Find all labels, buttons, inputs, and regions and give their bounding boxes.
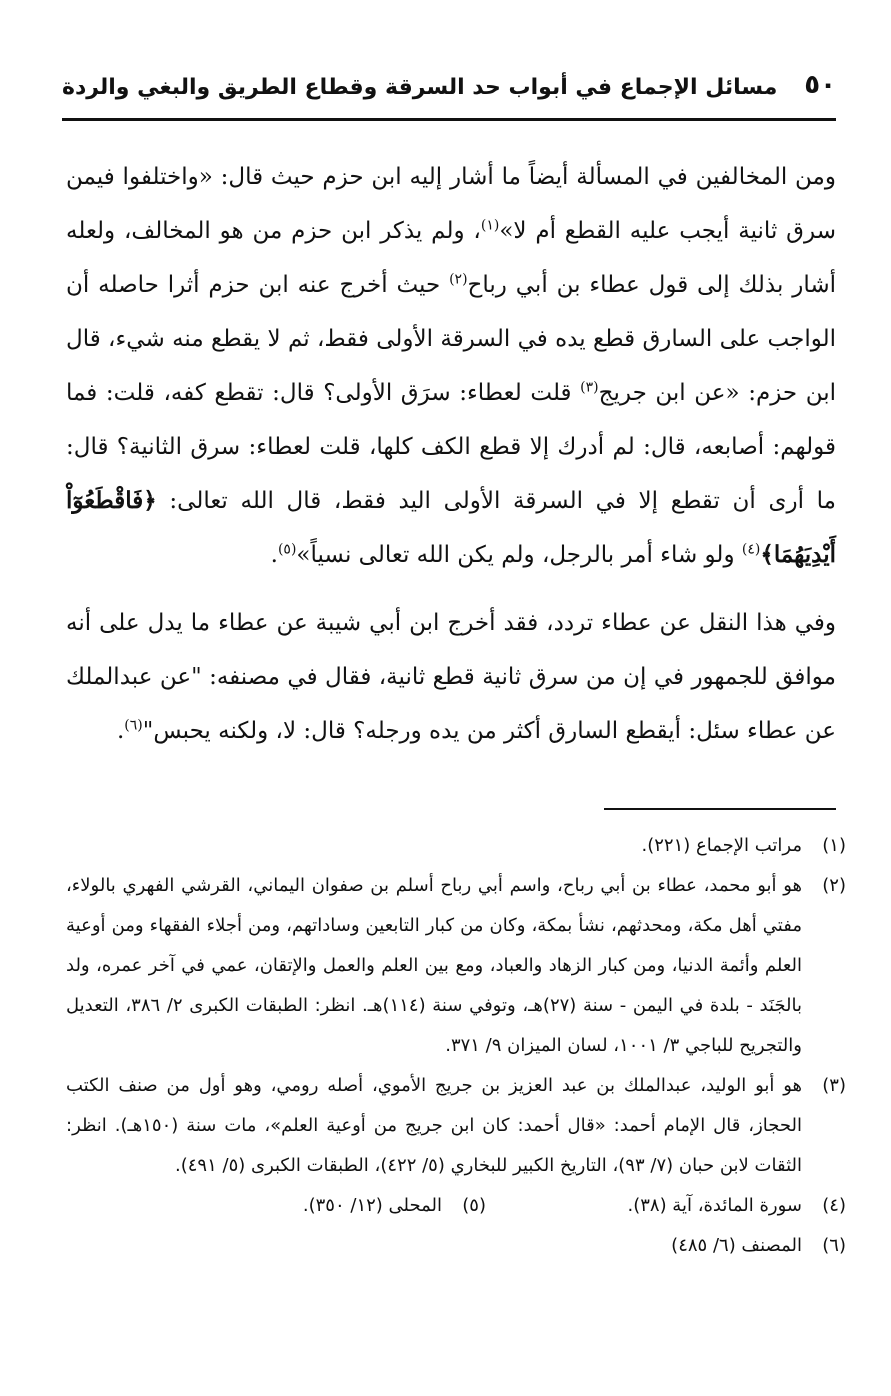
footnote-ref-3: (٣) — [580, 379, 599, 396]
paragraph-1 — [66, 150, 836, 582]
footnote-text: سورة المائدة، آية (٣٨). — [627, 1195, 802, 1216]
footnote-ref-5: (٥) — [277, 541, 297, 558]
footnote-ref-1: (١) — [480, 217, 500, 234]
header-divider — [62, 118, 836, 121]
paragraph-1-part-b: ، ولم يذكر ابن حزم من هو المخالف، ولعله أشار بذلك إلى قول عطاء بن أبي رباح — [66, 218, 836, 298]
page-number: ٥٠ — [804, 70, 836, 100]
footnotes — [66, 826, 846, 1266]
footnote-4 — [486, 1186, 846, 1226]
footnote-divider — [604, 808, 836, 810]
footnote-number: (٥) — [462, 1195, 486, 1216]
paragraph-1-part-e: ولو شاء أمر بالرجل، ولم يكن الله تعالى نسياً» — [296, 542, 742, 568]
paragraph-2-part-b: . — [116, 718, 125, 744]
paragraph-1-part-a: ومن المخالفين في المسألة أيضاً ما أشار إليه ابن حزم حيث قال: «واختلفوا فيمن سرق ثانية أيجب عليه القطع أم لا» — [66, 164, 836, 244]
paragraph-1-part-f: . — [270, 542, 278, 568]
footnote-number: (٦) — [822, 1235, 846, 1256]
paragraph-1-part-c: حيث أخرج عنه ابن حزم أثرا حاصله أن الواجب على السارق قطع يده في السرقة الأولى فقط، ثم لا يقطع منه شيء، قال ابن حزم: «عن ابن جريج — [66, 272, 837, 406]
footnote-number: (٤) — [822, 1195, 846, 1216]
paragraph-1-part-d: قلت لعطاء: سرَق الأولى؟ قال: تقطع كفه، قلت: فما قولهم: أصابعه، قال: لم أدرك إلا قطع الكف كلها، قلت لعطاء: سرق الثانية؟ قال: ما أرى أن تقطع إلا في السرقة الأولى اليد فقط، قال الله تعالى: — [66, 380, 836, 514]
footnote-ref-6: (٦) — [124, 717, 143, 734]
paragraph-2-part-a: وفي هذا النقل عن عطاء تردد، فقد أخرج ابن أبي شيبة عن عطاء ما يدل على أنه موافق للجمهور في إن من سرق ثانية قطع ثانية، فقال في مصنفه: "عن عبدالملك عن عطاء سئل: أيقطع السارق أكثر من يده ورجله؟ قال: لا، ولكنه يحبس" — [66, 610, 836, 744]
page-header — [62, 66, 836, 108]
paragraph-2 — [66, 596, 836, 758]
footnote-1 — [66, 826, 846, 866]
footnote-number: (١) — [822, 835, 846, 856]
footnote-2 — [66, 866, 846, 1066]
footnote-text: هو أبو الوليد، عبدالملك بن عبد العزيز بن جريج الأموي، أصله رومي، وهو أول من صنف الكتب الحجاز، قال الإمام أحمد: «قال أحمد: كان ابن جريج من أوعية العلم»، مات سنة (١٥٠هـ). انظر: الثقات لابن حبان (٧/ ٩٣)، التاريخ الكبير للبخاري (٥/ ٤٢٢)، الطبقات الكبرى (٥/ ٤٩١). — [66, 1075, 802, 1176]
footnote-number: (٣) — [822, 1075, 846, 1096]
footnote-row — [66, 1186, 846, 1226]
footnote-text: المصنف (٦/ ٤٨٥) — [671, 1235, 802, 1256]
footnote-text: مراتب الإجماع (٢٢١). — [641, 835, 802, 856]
footnote-3 — [66, 1066, 846, 1186]
footnote-5 — [226, 1186, 486, 1226]
footnote-number: (٢) — [822, 875, 846, 896]
footnote-6 — [66, 1226, 846, 1266]
footnote-ref-4: (٤) — [741, 541, 761, 558]
footnote-text: المحلى (١٢/ ٣٥٠). — [302, 1195, 442, 1216]
main-text — [66, 150, 836, 758]
footnote-ref-2: (٢) — [449, 271, 468, 288]
footnote-text: هو أبو محمد، عطاء بن أبي رباح، واسم أبي رباح أسلم بن صفوان اليماني، القرشي الفهري بالولاء، مفتي أهل مكة، ومحدثهم، نشأ بمكة، وكان من كبار التابعين وساداتهم، ومن أجلاء الفقهاء ومن أوعية العلم وأئمة الدنيا، ومن كبار الزهاد والعباد، ومع بين العلم والعمل والإتقان، عمي في آخر عمره، ولد بالجَنَد - بلدة في اليمن - سنة (٢٧)هـ، وتوفي سنة (١١٤)هـ. انظر: الطبقات الكبرى ٢/ ٣٨٦، التعديل والتجريح للباجي ٣/ ١٠٠١، لسان الميزان ٩/ ٣٧١. — [66, 875, 802, 1056]
quran-verse: ﴿فَاقْطَعُوٓاْ أَيْدِيَهُمَا﴾ — [66, 487, 836, 568]
running-title: مسائل الإجماع في أبواب حد السرقة وقطاع الطريق والبغي والردة — [62, 75, 778, 100]
